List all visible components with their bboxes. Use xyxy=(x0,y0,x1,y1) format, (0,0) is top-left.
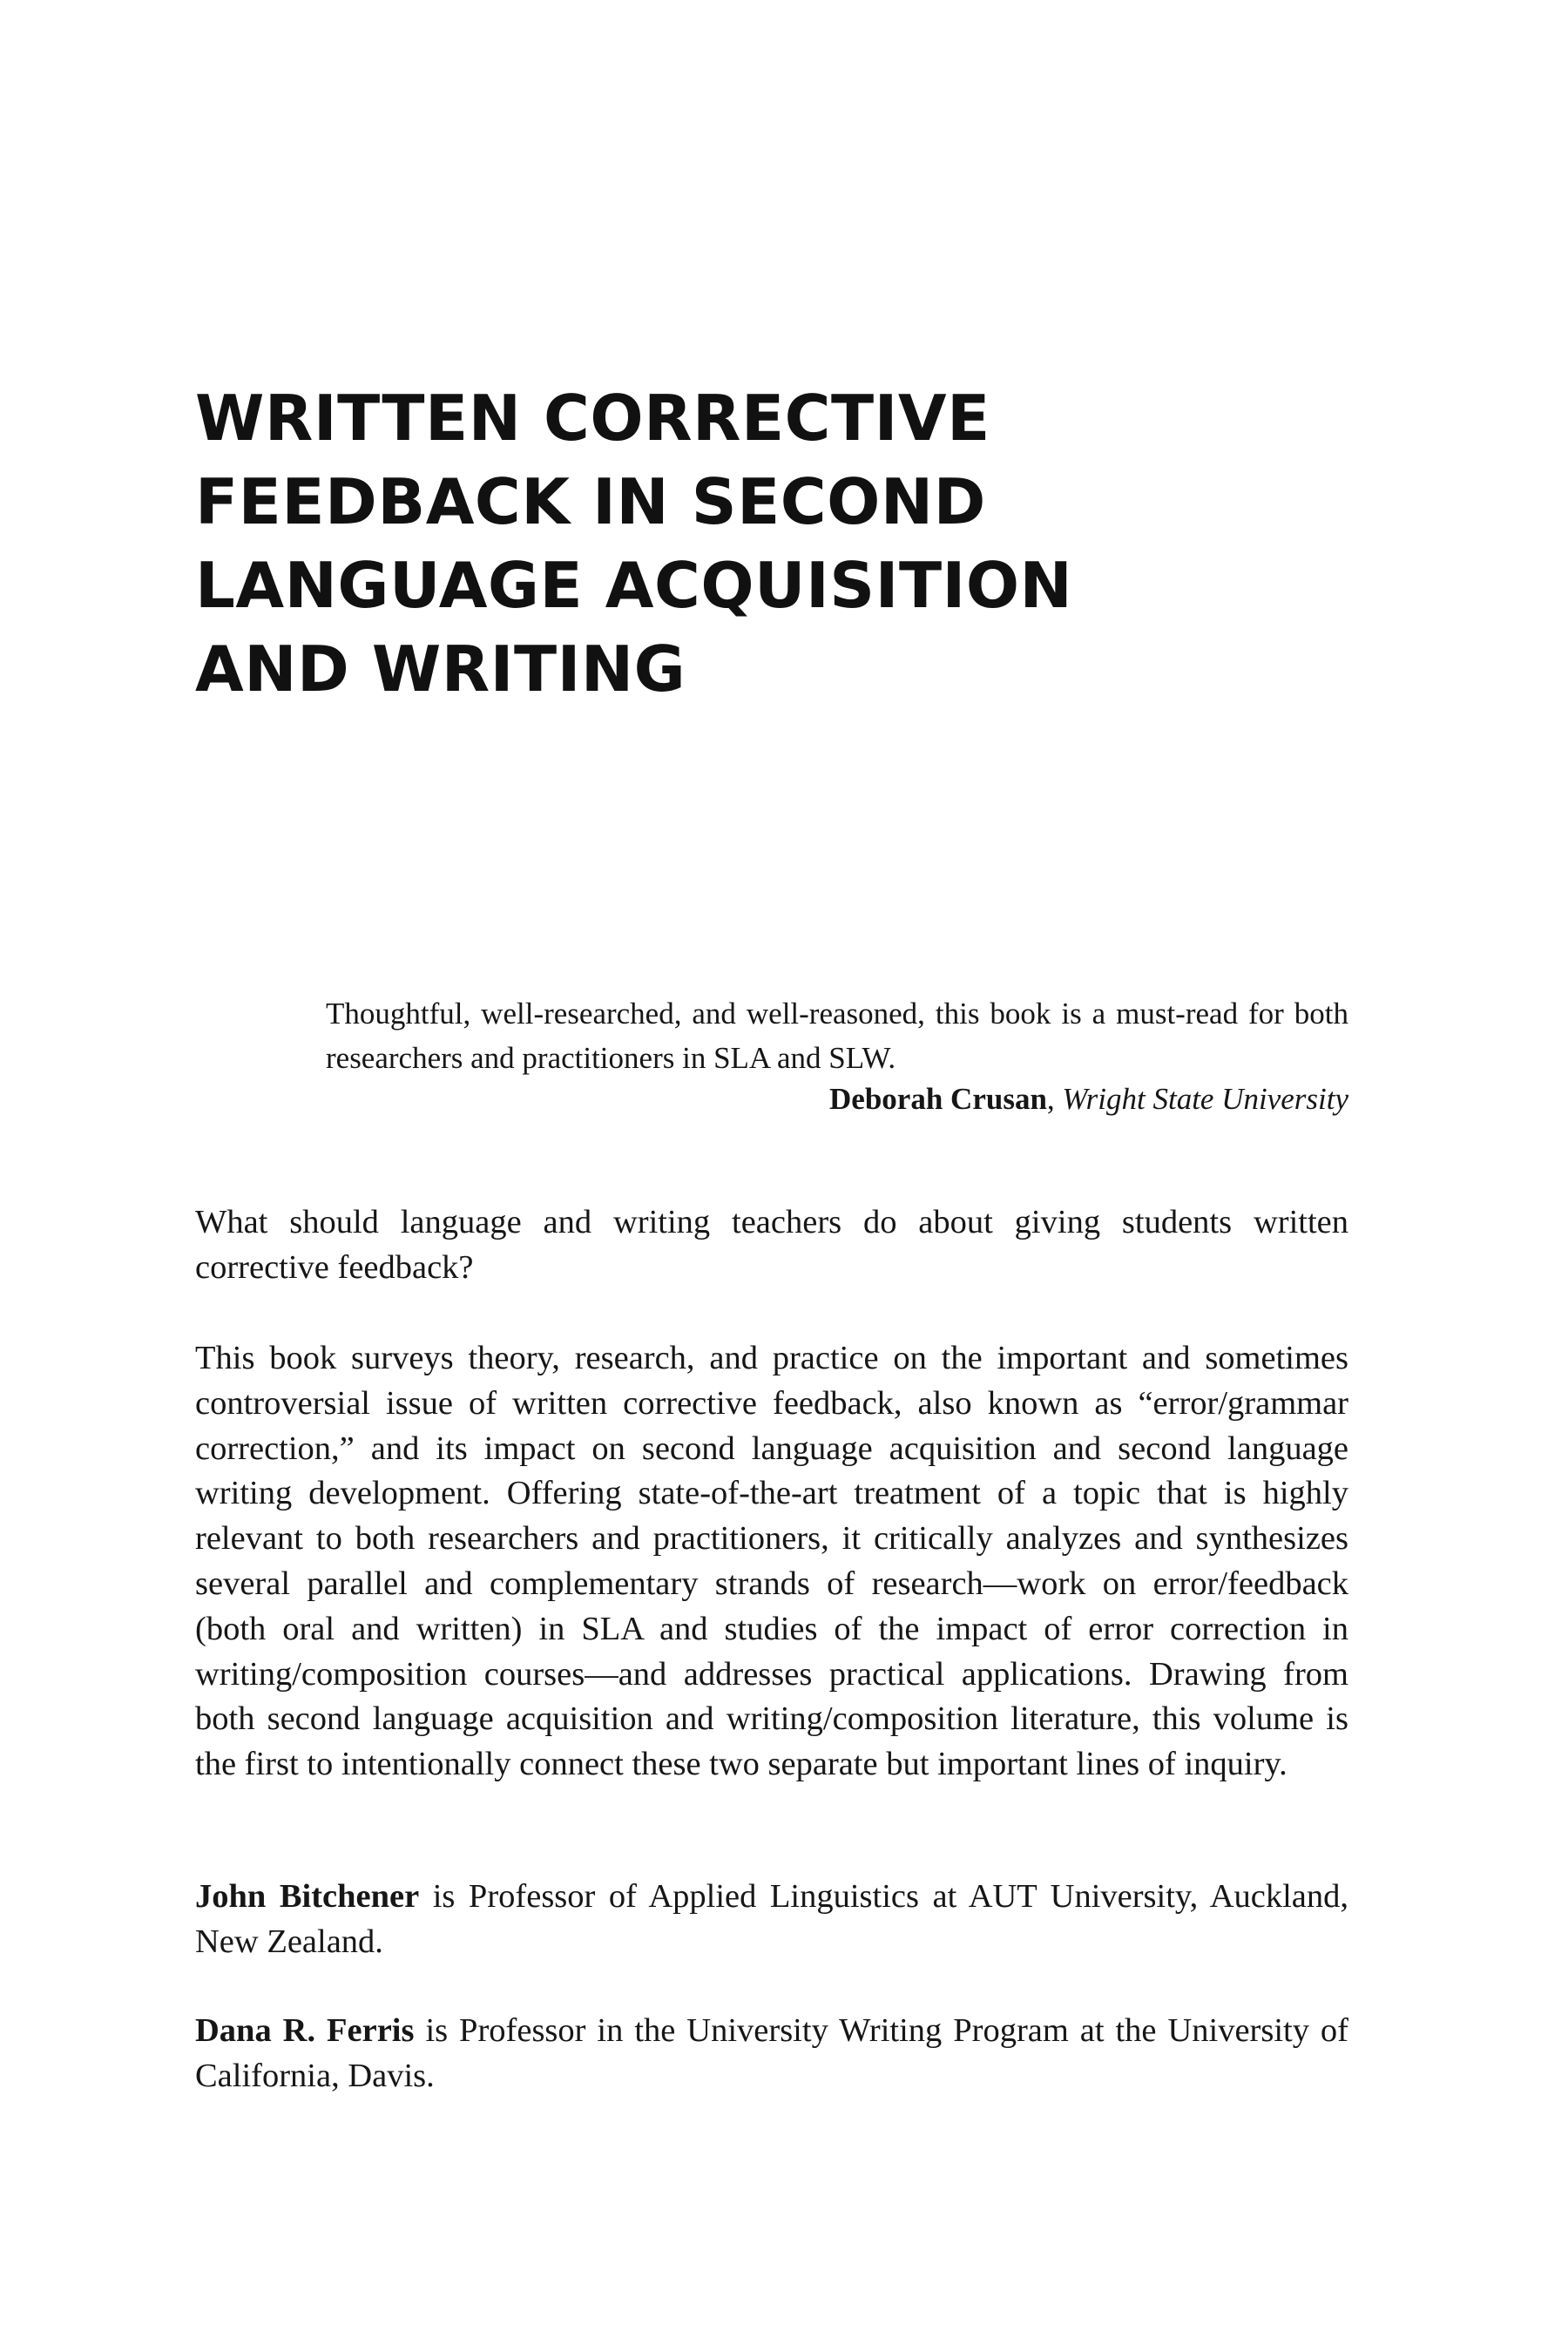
endorsement-author: Deborah Crusan xyxy=(829,1082,1047,1116)
endorsement-quote: Thoughtful, well-researched, and well-reasoned, this book is a must-read for both researchers and practitioners in SLA and SLW. xyxy=(326,997,1348,1075)
endorsement-affiliation: Wright State University xyxy=(1062,1082,1348,1116)
endorsement-attribution xyxy=(326,1077,1348,1121)
description-summary: This book surveys theory, research, and practice on the important and sometimes controversial issue of written corrective feedback, also known as “error/grammar correction,” and its impact on second language acquisition and second language writing development. Offering state-of-the-art treatment of a topic that is highly relevant to both researchers and practitioners, it critically analyzes and synthesizes several parallel and complementary strands of research—work on error/feedback (both oral and written) in SLA and studies of the impact of error correction in writing/composition courses—and addresses practical applications. Drawing from both second language acquisition and writing/composition literature, this volume is the first to intentionally connect these two separate but important lines of inquiry. xyxy=(195,1340,1348,1783)
title-line: FEEDBACK IN SECOND xyxy=(195,465,986,538)
title-line: LANGUAGE ACQUISITION xyxy=(195,549,1073,622)
description-question: What should language and writing teachers do about giving students written corrective feedback? xyxy=(195,1204,1348,1286)
author-bio xyxy=(195,1875,1348,1965)
endorsement-separator: , xyxy=(1046,1082,1063,1116)
title-line: AND WRITING xyxy=(195,632,686,706)
author-bio-text: is Professor of Applied Linguistics at AUT University, Auckland, New Zealand. xyxy=(195,1878,1348,1960)
author-name: John Bitchener xyxy=(195,1878,420,1915)
title-line: WRITTEN CORRECTIVE xyxy=(195,382,990,455)
author-bio xyxy=(195,2009,1348,2099)
book-title xyxy=(195,376,1240,711)
author-bio-text: is Professor in the University Writing Program at the University of California, Davis. xyxy=(195,2012,1348,2094)
author-name: Dana R. Ferris xyxy=(195,2012,415,2049)
